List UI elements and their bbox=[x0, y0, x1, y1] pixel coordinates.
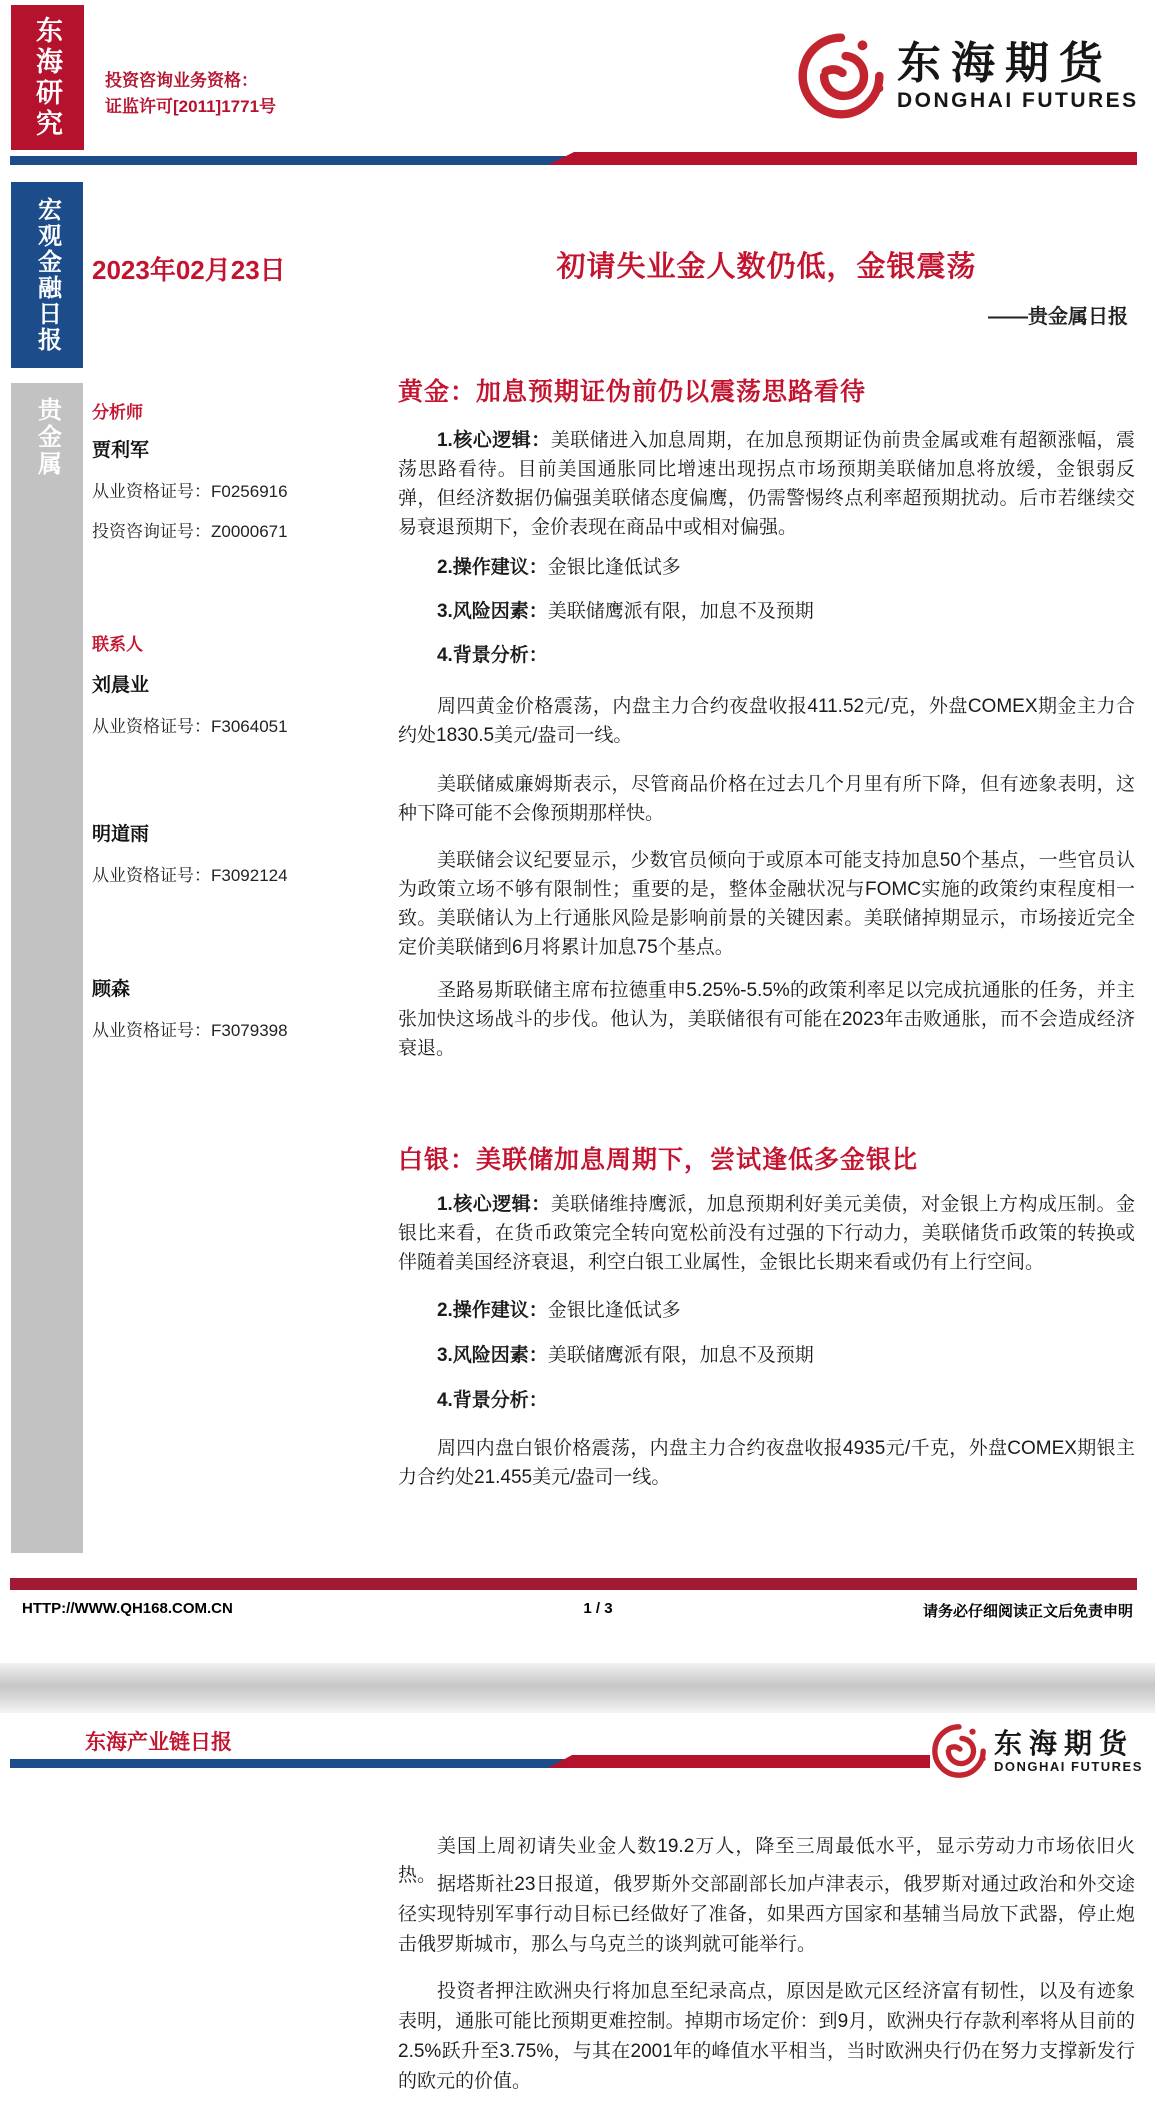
license-line1: 投资咨询业务资格： bbox=[105, 71, 258, 90]
silver-risk-label: 3.风险因素： bbox=[436, 1345, 548, 1366]
contact-name: 顾森 bbox=[92, 979, 131, 1000]
logo-english-text: DONGHAI FUTURES bbox=[994, 1759, 1143, 1775]
silver-advice-text: 金银比逢低试多 bbox=[547, 1300, 681, 1321]
silver-advice bbox=[398, 1296, 1135, 1325]
contact-cert: 从业资格证号：F3092124 bbox=[92, 866, 288, 885]
silver-core-logic-text: 美联储维持鹰派，加息预期利好美元美债，对金银上方构成压制。金银比来看，在货币政策完全转向宽松前没有过强的下行动力，美联储货币政策的转换或伴随着美国经济衰退，利空白银工业属性，金银比长期来看或仍有上行空间。 bbox=[398, 1194, 1135, 1273]
silver-background-label-text: 4.背景分析： bbox=[436, 1390, 548, 1411]
company-logo bbox=[930, 1722, 1143, 1780]
analyst-label: 分析师 bbox=[92, 403, 143, 422]
contact-cert: 从业资格证号：F3079398 bbox=[92, 1021, 288, 1040]
contacts-label: 联系人 bbox=[92, 635, 143, 654]
gold-risk-text: 美联储鹰派有限，加息不及预期 bbox=[547, 601, 814, 622]
gold-paragraph: 圣路易斯联储主席布拉德重申5.25%-5.5%的政策利率足以完成抗通胀的任务，并主张加快这场战斗的步伐。他认为，美联储很有可能在2023年击败通胀，而不会造成经济衰退。 bbox=[398, 980, 1135, 1059]
page2-paragraph: 投资者押注欧洲央行将加息至纪录高点，原因是欧元区经济富有韧性，以及有迹象表明，通胀可能比预期更难控制。掉期市场定价：到9月，欧洲央行存款利率将从目前的2.5%跃升至3.75%，与其在2001年的峰值水平相当，当时欧洲央行仍在努力支撑新发行的欧元的价值。 bbox=[398, 1981, 1135, 2092]
contact-cert: 从业资格证号：F3064051 bbox=[92, 717, 288, 736]
gold-core-logic-text: 美联储进入加息周期，在加息预期证伪前贵金属或难有超额涨幅，震荡思路看待。目前美国通胀同比增速出现拐点市场预期美联储加息将放缓，金银弱反弹，但经济数据仍偏强美联储态度偏鹰，仍需警惕终点利率超预期扰动。后市若继续交易衰退预期下，金价表现在商品中或相对偏强。 bbox=[398, 430, 1135, 538]
logo-chinese-text: 东海期货 bbox=[897, 38, 1113, 88]
silver-advice-label: 2.操作建议： bbox=[436, 1300, 548, 1321]
gold-risk-label: 3.风险因素： bbox=[436, 601, 548, 622]
silver-core-logic-label: 1.核心逻辑： bbox=[436, 1194, 551, 1215]
gold-advice-text: 金银比逢低试多 bbox=[547, 557, 681, 578]
sidebar-report-type-label: 宏观金融日报 bbox=[33, 197, 61, 353]
logo-chinese-text: 东海期货 bbox=[994, 1727, 1135, 1759]
analyst-cert1: 从业资格证号：F0256916 bbox=[92, 482, 288, 501]
analyst-block bbox=[92, 398, 382, 542]
gold-advice bbox=[398, 553, 1135, 582]
page2-paragraph: 美国上周初请失业金人数19.2万人，降至三周最低水平，显示劳动力市场依旧火热。 bbox=[398, 1836, 1135, 1886]
header-bar-red bbox=[548, 152, 1137, 165]
page-separator bbox=[0, 1663, 1155, 1713]
contact-item bbox=[92, 670, 382, 737]
contact-name: 刘晨业 bbox=[92, 675, 150, 696]
footer-divider-bar bbox=[10, 1578, 1137, 1590]
silver-risk bbox=[398, 1341, 1135, 1370]
sidebar-category-box bbox=[11, 383, 83, 1553]
footer-url: HTTP://WWW.QH168.COM.CN bbox=[22, 1600, 233, 1617]
silver-section-heading: 白银：美联储加息周期下，尝试逢低多金银比 bbox=[398, 1146, 919, 1174]
footer-disclaimer: 请务必仔细阅读正文后免责申明 bbox=[922, 1603, 1133, 1620]
page2-bar-red bbox=[548, 1755, 930, 1768]
sidebar-category-label: 贵金属 bbox=[33, 397, 61, 478]
gold-background-label-text: 4.背景分析： bbox=[436, 645, 548, 666]
gold-paragraph: 美联储会议纪要显示，少数官员倾向于或原本可能支持加息50个基点，一些官员认为政策立场不够有限制性；重要的是，整体金融状况与FOMC实施的政策约束程度相一致。美联储认为上行通胀风险是影响前景的关键因素。美联储掉期显示，市场接近完全定价美联储到6月将累计加息75个基点。 bbox=[398, 850, 1135, 958]
report-subtitle: ——贵金属日报 bbox=[988, 306, 1128, 328]
report-date: 2023年02月23日 bbox=[92, 255, 286, 285]
analyst-cert2: 投资咨询证号：Z0000671 bbox=[92, 522, 288, 541]
research-tag-label: 东海研究 bbox=[32, 15, 62, 140]
dragon-logo-icon bbox=[930, 1722, 988, 1780]
gold-core-logic-label: 1.核心逻辑： bbox=[436, 430, 551, 451]
gold-section-heading: 黄金：加息预期证伪前仍以震荡思路看待 bbox=[398, 378, 867, 406]
analyst-name: 贾利军 bbox=[92, 440, 150, 461]
silver-core-logic bbox=[398, 1190, 1135, 1277]
header-bar-blue bbox=[10, 156, 570, 165]
gold-advice-label: 2.操作建议： bbox=[436, 557, 548, 578]
contacts-block bbox=[92, 630, 382, 1041]
contact-name: 明道雨 bbox=[92, 824, 150, 845]
silver-risk-text: 美联储鹰派有限，加息不及预期 bbox=[547, 1345, 814, 1366]
contact-item bbox=[92, 974, 382, 1041]
license-block bbox=[105, 68, 276, 120]
license-line2: 证监许可[2011]1771号 bbox=[105, 97, 277, 116]
gold-background-label bbox=[398, 641, 1135, 670]
footer-page-number: 1 / 3 bbox=[583, 1600, 613, 1617]
report-title: 初请失业金人数仍低，金银震荡 bbox=[556, 251, 977, 283]
research-tag-box bbox=[11, 5, 84, 150]
silver-background-label bbox=[398, 1386, 1135, 1415]
page2-header: 东海产业链日报 bbox=[85, 1731, 232, 1754]
sidebar-report-type-box bbox=[11, 182, 83, 368]
gold-paragraph: 周四黄金价格震荡，内盘主力合约夜盘收报411.52元/克，外盘COMEX期金主力合约处1830.5美元/盎司一线。 bbox=[398, 696, 1135, 746]
gold-core-logic bbox=[398, 426, 1135, 542]
gold-risk bbox=[398, 597, 1135, 626]
page2-bar-blue bbox=[10, 1759, 570, 1768]
page2-paragraph: 据塔斯社23日报道，俄罗斯外交部副部长加卢津表示，俄罗斯对通过政治和外交途径实现特别军事行动目标已经做好了准备，如果西方国家和基辅当局放下武器，停止炮击俄罗斯城市，那么与乌克兰的谈判就可能举行。 bbox=[398, 1874, 1135, 1955]
contact-item bbox=[92, 819, 382, 886]
gold-paragraph: 美联储威廉姆斯表示，尽管商品价格在过去几个月里有所下降，但有迹象表明，这种下降可能不会像预期那样快。 bbox=[398, 774, 1135, 824]
logo-english-text: DONGHAI FUTURES bbox=[897, 89, 1139, 113]
dragon-logo-icon bbox=[795, 30, 887, 122]
company-logo bbox=[795, 30, 1139, 122]
silver-paragraph: 周四内盘白银价格震荡，内盘主力合约夜盘收报4935元/千克，外盘COMEX期银主力合约处21.455美元/盎司一线。 bbox=[398, 1438, 1135, 1488]
